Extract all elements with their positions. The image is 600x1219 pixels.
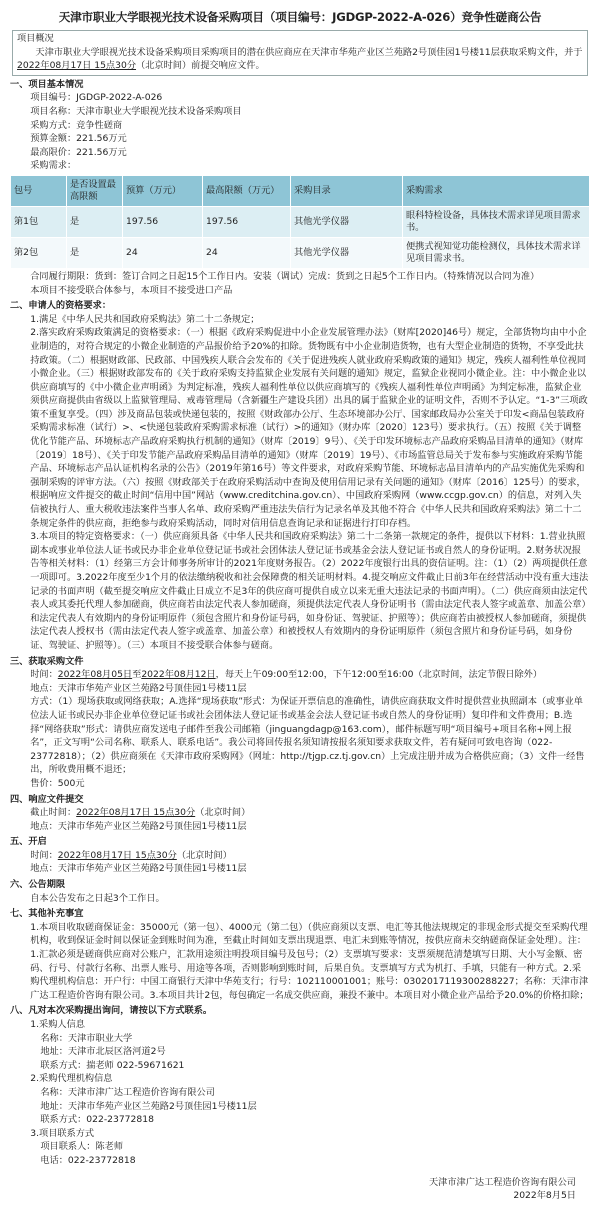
footer-org: 天津市津广达工程造价咨询有限公司 — [429, 1176, 576, 1188]
col-header: 是否设置最高限额 — [67, 175, 123, 206]
section-1-line: 项目编号：JGDGP-2022-A-026 — [30, 92, 163, 104]
time-detail: ，每天上午09:00至12:00，下午12:00至16:00（北京时间，法定节假日除外） — [215, 669, 543, 681]
section-1-line: 最高限价：221.56万元 — [30, 146, 127, 158]
contact-title: 3.项目联系方式 — [30, 1127, 95, 1139]
overview-box — [12, 30, 588, 76]
obtain-price: 售价：500元 — [30, 777, 85, 789]
contact-line: 名称：天津市津广达工程造价咨询有限公司 — [40, 1086, 215, 1098]
contact-line: 联系方式：揣老师 022-59671621 — [40, 1059, 185, 1071]
cell: 其他光学仪器 — [291, 237, 403, 268]
overview-label: 项目概况 — [17, 33, 54, 44]
contact-line: 地址：天津市北辰区洛河道2号 — [40, 1046, 166, 1058]
cell: 便携式视知觉功能检测仪，具体技术需求详见项目需求书。 — [403, 237, 590, 268]
label: 截止时间： — [30, 807, 77, 819]
cell: 是 — [67, 237, 123, 268]
section-6-heading: 六、公告期限 — [10, 879, 66, 891]
cell: 眼科特检设备，具体技术需求详见项目需求书。 — [403, 206, 590, 237]
contact-line: 项目联系人：陈老师 — [40, 1141, 124, 1153]
section-2-heading: 二、申请人的资格要求： — [10, 300, 112, 312]
label: 时间： — [30, 669, 58, 681]
qualification-para: 1.满足《中华人民共和国政府采购法》第二十二条规定； — [30, 313, 260, 325]
contact-title: 2.采购代理机构信息 — [30, 1073, 113, 1085]
notice-period: 自本公告发布之日起3个工作日。 — [30, 892, 165, 904]
col-header: 采购目录 — [291, 175, 403, 206]
section-1-heading: 一、项目基本情况 — [10, 78, 84, 90]
cell: 第2包 — [11, 237, 67, 268]
cell: 第1包 — [11, 206, 67, 237]
cell: 其他光学仪器 — [291, 206, 403, 237]
submit-place: 地点：天津市华苑产业区兰苑路2号顶佳园1号楼11层 — [30, 820, 247, 832]
table-row — [11, 206, 590, 237]
label: 至 — [132, 669, 142, 681]
contact-line: 名称：天津市职业大学 — [40, 1032, 133, 1044]
section-4-heading: 四、响应文件提交 — [10, 793, 84, 805]
overview-text-a: 天津市职业大学眼视光技术设备采购项目采购项目的潜在供应商应在天津市华苑产业区兰苑路2号顶佳园1号楼11层获取采购文件，并于 — [35, 46, 583, 58]
label: （北京时间） — [176, 849, 232, 861]
label: （北京时间） — [195, 807, 251, 819]
section-1-line: 采购需求： — [30, 160, 77, 172]
contract-period: 合同履行期限：货到：签订合同之日起15个工作日内。安装（调试）完成：货到之日起5个工作日内。（特殊情况以合同为准） — [30, 270, 540, 282]
section-1-line: 项目名称：天津市职业大学眼视光技术设备采购项目 — [30, 105, 242, 117]
col-header: 包号 — [11, 175, 67, 206]
footer-date: 2022年8月5日 — [513, 1190, 576, 1202]
obtain-time — [10, 668, 590, 682]
cell: 是 — [67, 206, 123, 237]
contact-line: 地址：天津市华苑产业区兰苑路2号顶佳园1号楼11层 — [40, 1100, 257, 1112]
submit-deadline — [10, 806, 590, 820]
date-end: 2022年08月12日 — [141, 669, 216, 681]
qualification-para: 2.落实政府采购政策满足的资格要求：（一）根据《政府采购促进中小企业发展管理办法》（财库[2020]46号）规定，全部货物均由中小企业制造的，对符合规定的小微企业制造的产品报价给予20%的扣除。货物既有中小企业制造货物，也有大型企业制造的货物，不享受此扶持政策。（二）根据财政部、民政部、中国残疾人联合会发布的《关于促进残疾人就业政府采购政策的通知》规定，残疾人福利性单位视同小微企业。（三）根据财政部发布的《关于政府采购支持监狱企业发展有关问题的通知》规定，监狱企业视同小微企业。注：中小微企业以供应商填写的《中小微企业声明函》为判定标准，残疾人福利性单位以供应商填写的《残疾人福利性单位声明函》为判定标准，监狱企业须供应商提供由省级以上监狱管理局、戒毒管理局（含新疆生产建设兵团）出具的属于监狱企业的证明文件，否则不予认定。“1-3”三项政策不重复享受。（四）涉及商品包装或快递包装的，按照《财政部办公厅、生态环境部办公厅、国家邮政局办公室关于印发<商品包装政府采购需求标准（试行）>、<快递包装政府采购需求标准（试行）>的通知》（财办库〔2020〕123号）要求执行。（五）按照《关于调整优化节能产品、环境标志产品政府采购执行机制的通知》（财库〔2019〕9号）、《关于印发环境标志产品政府采购品目清单的通知》（财库〔2019〕18号）、《关于印发节能产品政府采购品目清单的通知》（财库〔2019〕19号）、《市场监管总局关于发布参与实施政府采购节能产品、环境标志产品认证机构名录的公告》（2019年第16号）等文件要求，对政府采购节能、环境标志品目清单内的产品实施优先采购和强制采购的评审方法。（六）按照《财政部关于在政府采购活动中查询及使用信用记录有关问题的通知》（财库〔2016〕125号）的要求，根据响应文件提交的截止时间“信用中国”网站（www.creditchina.gov.cn）、中国政府采购网（www.ccgp.gov.cn）的信息，对列入失信被执行人、重大税收违法案件当事人名单、政府采购严重违法失信行为记录名单及其他不符合《中华人民共和国政府采购法》第二十二条规定条件的供应商，拒绝参与政府采购活动，同时对信用信息查询记录和证据进行打印存档。 — [30, 327, 588, 529]
contact-title: 1.采购人信息 — [30, 1019, 85, 1030]
qualification-para: 3.本项目的特定资格要求：（一）供应商须具备《中华人民共和国政府采购法》第二十二条第一款规定的条件，提供以下材料：1.营业执照副本或事业单位法人证书或民办非企业单位登记证书或社会团体法人登记证书或基金会法人登记证书或自然人的身份证明。2.财务状况报告等相关材料：（1）经第三方会计师事务所审计的2021年度财务报告。（2）2022年度银行出具的资信证明。注：（1）（2）两项提供任意一项即可。3.2022年度至少1个月的依法缴纳税收和社会保障费的相关证明材料。4.提交响应文件截止日前3年在经营活动中没有重大违法记录的书面声明（截至提交响应文件截止日成立不足3年的供应商可提供自成立以来无重大违法记录的书面声明）。（二）供应商须由法定代表人或其委托代理人参加磋商，供应商若由法定代表人参加磋商，须提供法定代表人身份证明书（需由法定代表人签字或盖章、加盖公章）和法定代表人有效期内的身份证明原件（须包含照片和身份证号码，如身份证、驾驶证、护照等）；供应商若由被授权人参加磋商，须提供法定代表人授权书（需由法定代表人签字或盖章、加盖公章）和被授权人有效期内的身份证明原件（须包含照片和身份证号码，如身份证、驾驶证、护照等）。（三）本项目不接受联合体参与磋商。 — [30, 531, 589, 651]
overview-deadline: 2022年08月17日 15点30分 — [17, 60, 137, 72]
col-header: 采购需求 — [403, 175, 590, 206]
cell: 197.56 — [123, 206, 203, 237]
obtain-place: 地点：天津市华苑产业区兰苑路2号顶佳园1号楼11层 — [30, 682, 247, 694]
contact-line: 联系方式：022-23772818 — [40, 1114, 154, 1126]
section-3-heading: 三、获取采购文件 — [10, 655, 84, 667]
deadline-value: 2022年08月17日 15点30分 — [76, 807, 196, 819]
cell: 197.56 — [203, 206, 291, 237]
consortium-note: 本项目不接受联合体参与，本项目不接受进口产品 — [30, 284, 233, 296]
date-start: 2022年08月05日 — [57, 669, 133, 681]
page-title: 天津市职业大学眼视光技术设备采购项目（项目编号：JGDGP-2022-A-026）竞争性磋商公告 — [58, 10, 542, 24]
procurement-table — [10, 175, 590, 269]
announcement-page — [10, 0, 590, 1203]
section-7-heading: 七、其他补充事宜 — [10, 908, 84, 920]
section-5-heading: 五、开启 — [10, 836, 47, 848]
cell: 24 — [123, 237, 203, 268]
supplementary-info: 1.本项目收取磋商保证金：35000元（第一包）、4000元（第二包）（供应商须以支票、电汇等其他法规规定的非现金形式提交至采购代理机构，收到保证金时间以保证金到账时间为准，至截止时间如支票出现退票、电汇未到账等情况，按供应商未交纳磋商保证金处理）。注：1.汇款必须是磋商供应商对公账户，汇款用途须注明投项目编号及包号；（2）支票填写要求：支票须规范清楚填写日期、大小写金额、密码、行号、付款行名称、出票人账号、用途等各项，否则影响到账时间，后果自负。支票填写方式为机打、手填，只能有一种方式。2.采购代理机构信息：开户行：中国工商银行天津中华苑支行；行号：102110001001；账号：0302017119300288227；名称：天津市津广达工程造价咨询有限公司。3.本项目共计2包，每包确定一名成交供应商，兼投不兼中。本项目对小微企业产品给予20.0%的价格扣除； — [30, 921, 589, 1001]
col-header: 预算（万元） — [123, 175, 203, 206]
obtain-method: 方式：（1）现场获取或网络获取；A.选择“现场获取”形式：为保证开票信息的准确性，请供应商获取文件时提供营业执照副本（或事业单位法人证书或民办非企业单位登记证书或社会团体法人登记证书或基金会法人登记证书或自然人的身份证明）复印件和文件费用；B.选择“网络获取”形式：请供应商发送电子邮件至我公司邮箱（jinguangdagp@163.com），邮件标题写明“项目编号+项目名称+网上报名”，正文写明“公司名称、联系人、联系电话”。我公司将回传报名须知请按报名须知要求获取文件，若有疑问可致电咨询（022-23772818）；（2）供应商须在《天津市政府采购网》（网址：http://tjgp.cz.tj.gov.cn）上完成注册并成为合格供应商；（3）文件一经售出，所收费用概不退还； — [30, 696, 585, 776]
col-header: 最高限额（万元） — [203, 175, 291, 206]
table-header-row — [11, 175, 590, 206]
cell: 24 — [203, 237, 291, 268]
contact-line: 电话：022-23772818 — [40, 1154, 136, 1166]
section-1-line: 预算金额：221.56万元 — [30, 133, 127, 145]
section-8-heading: 八、凡对本次采购提出询问，请按以下方式联系。 — [10, 1005, 213, 1017]
opening-time-value: 2022年08月17日 15点30分 — [57, 849, 177, 861]
overview-text-b: （北京时间）前提交响应文件。 — [136, 60, 265, 72]
opening-place: 地点：天津市华苑产业区兰苑路2号顶佳园1号楼11层 — [30, 863, 247, 875]
table-row — [11, 237, 590, 268]
opening-time — [10, 849, 590, 863]
label: 时间： — [30, 849, 58, 861]
section-1-line: 采购方式：竞争性磋商 — [30, 119, 123, 131]
overview-body — [17, 46, 583, 73]
